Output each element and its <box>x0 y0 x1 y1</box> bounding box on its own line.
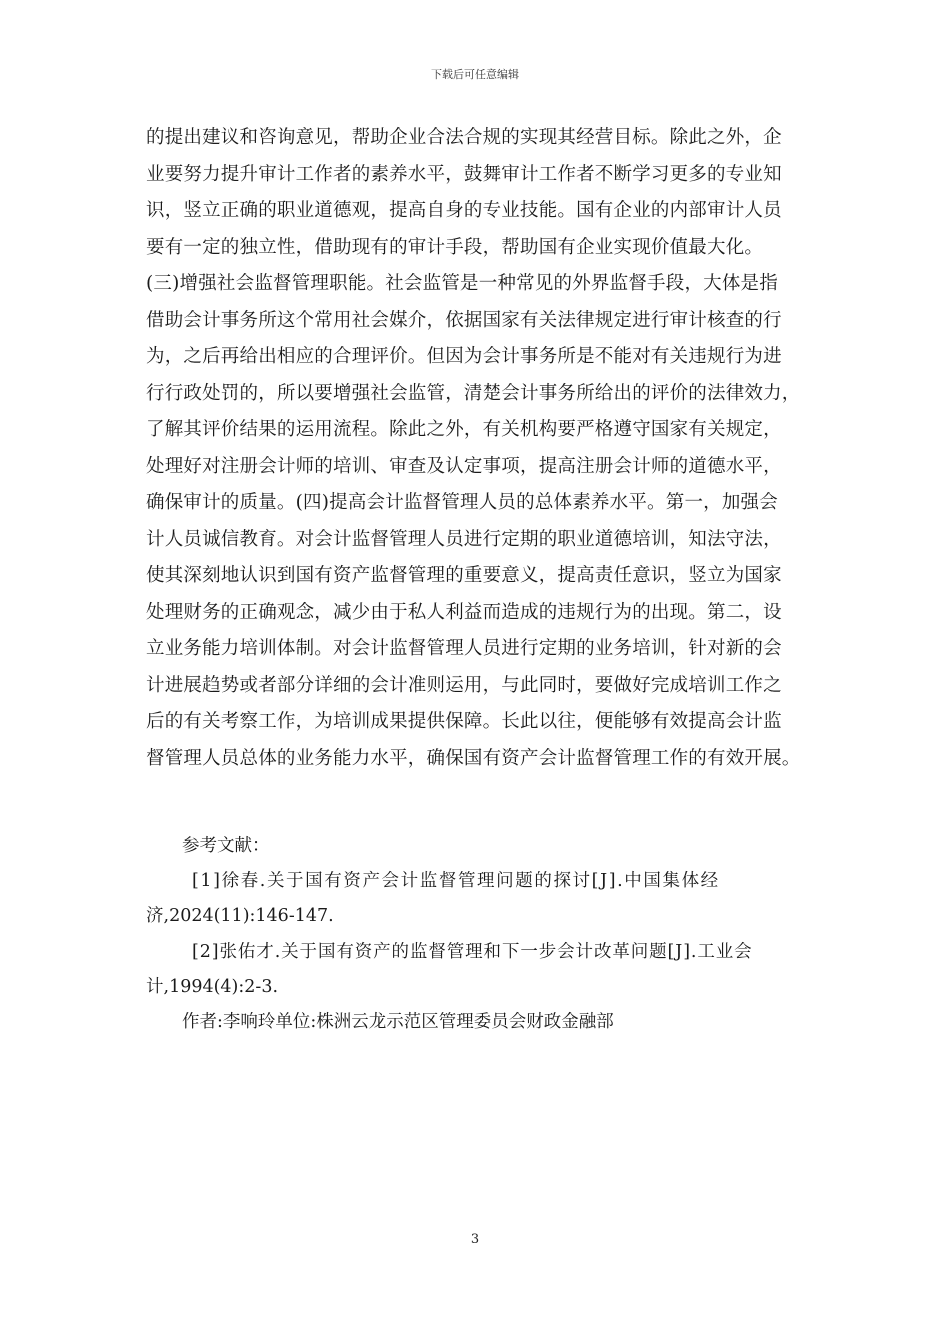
reference-1-line-1: [1]徐春.关于国有资产会计监督管理问题的探讨[J].中国集体经 <box>192 871 720 892</box>
body-line: (三)增强社会监督管理职能。社会监管是一种常见的外界监督手段，大体是指 <box>146 273 778 294</box>
body-line: 借助会计事务所这个常用社会媒介，依据国家有关法律规定进行审计核查的行 <box>146 309 782 331</box>
reference-2-line-1: [2]张佑才.关于国有资产的监督管理和下一步会计改革问题[J].工业会 <box>192 941 753 962</box>
body-line: 后的有关考察工作，为培训成果提供保障。长此以往，便能够有效提高会计监 <box>146 711 782 732</box>
references-section <box>146 832 826 1043</box>
body-line: 了解其评价结果的运用流程。除此之外，有关机构要严格遵守国家有关规定， <box>146 419 782 440</box>
reference-1-line-2: 济,2024(11):146-147. <box>146 906 334 927</box>
author-info: 作者:李响玲单位:株洲云龙示范区管理委员会财政金融部 <box>182 1011 614 1032</box>
body-line: 的提出建议和咨询意见，帮助企业合法合规的实现其经营目标。除此之外，企 <box>146 127 782 148</box>
body-line: 立业务能力培训体制。对会计监督管理人员进行定期的业务培训，针对新的会 <box>146 638 782 659</box>
page-number: 3 <box>470 1232 480 1247</box>
body-line: 确保审计的质量。(四)提高会计监督管理人员的总体素养水平。第一，加强会 <box>146 492 778 513</box>
body-text <box>146 124 826 781</box>
body-line: 使其深刻地认识到国有资产监督管理的重要意义，提高责任意识，竖立为国家 <box>146 565 782 586</box>
body-line: 计人员诚信教育。对会计监督管理人员进行定期的职业道德培训，知法守法， <box>146 528 782 550</box>
body-line: 业要努力提升审计工作者的素养水平，鼓舞审计工作者不断学习更多的专业知 <box>146 163 782 185</box>
body-line: 行行政处罚的，所以要增强社会监管，清楚会计事务所给出的评价的法律效力， <box>146 382 801 404</box>
body-line: 计进展趋势或者部分详细的会计准则运用，与此同时，要做好完成培训工作之 <box>146 674 782 696</box>
body-line: 为，之后再给出相应的合理评价。但因为会计事务所是不能对有关违规行为进 <box>146 346 782 367</box>
reference-2-line-2: 计,1994(4):2-3. <box>146 976 279 997</box>
header-note: 下载后可任意编辑 <box>431 68 519 81</box>
body-line: 处理财务的正确观念，减少由于私人利益而造成的违规行为的出现。第二，设 <box>146 601 782 623</box>
body-line: 要有一定的独立性，借助现有的审计手段，帮助国有企业实现价值最大化。 <box>146 236 764 258</box>
body-line: 处理好对注册会计师的培训、审查及认定事项，提高注册会计师的道德水平， <box>146 455 782 477</box>
body-line: 识，竖立正确的职业道德观，提高自身的专业技能。国有企业的内部审计人员 <box>146 200 782 221</box>
references-heading: 参考文献： <box>182 836 270 856</box>
body-line: 督管理人员总体的业务能力水平，确保国有资产会计监督管理工作的有效开展。 <box>146 747 801 769</box>
